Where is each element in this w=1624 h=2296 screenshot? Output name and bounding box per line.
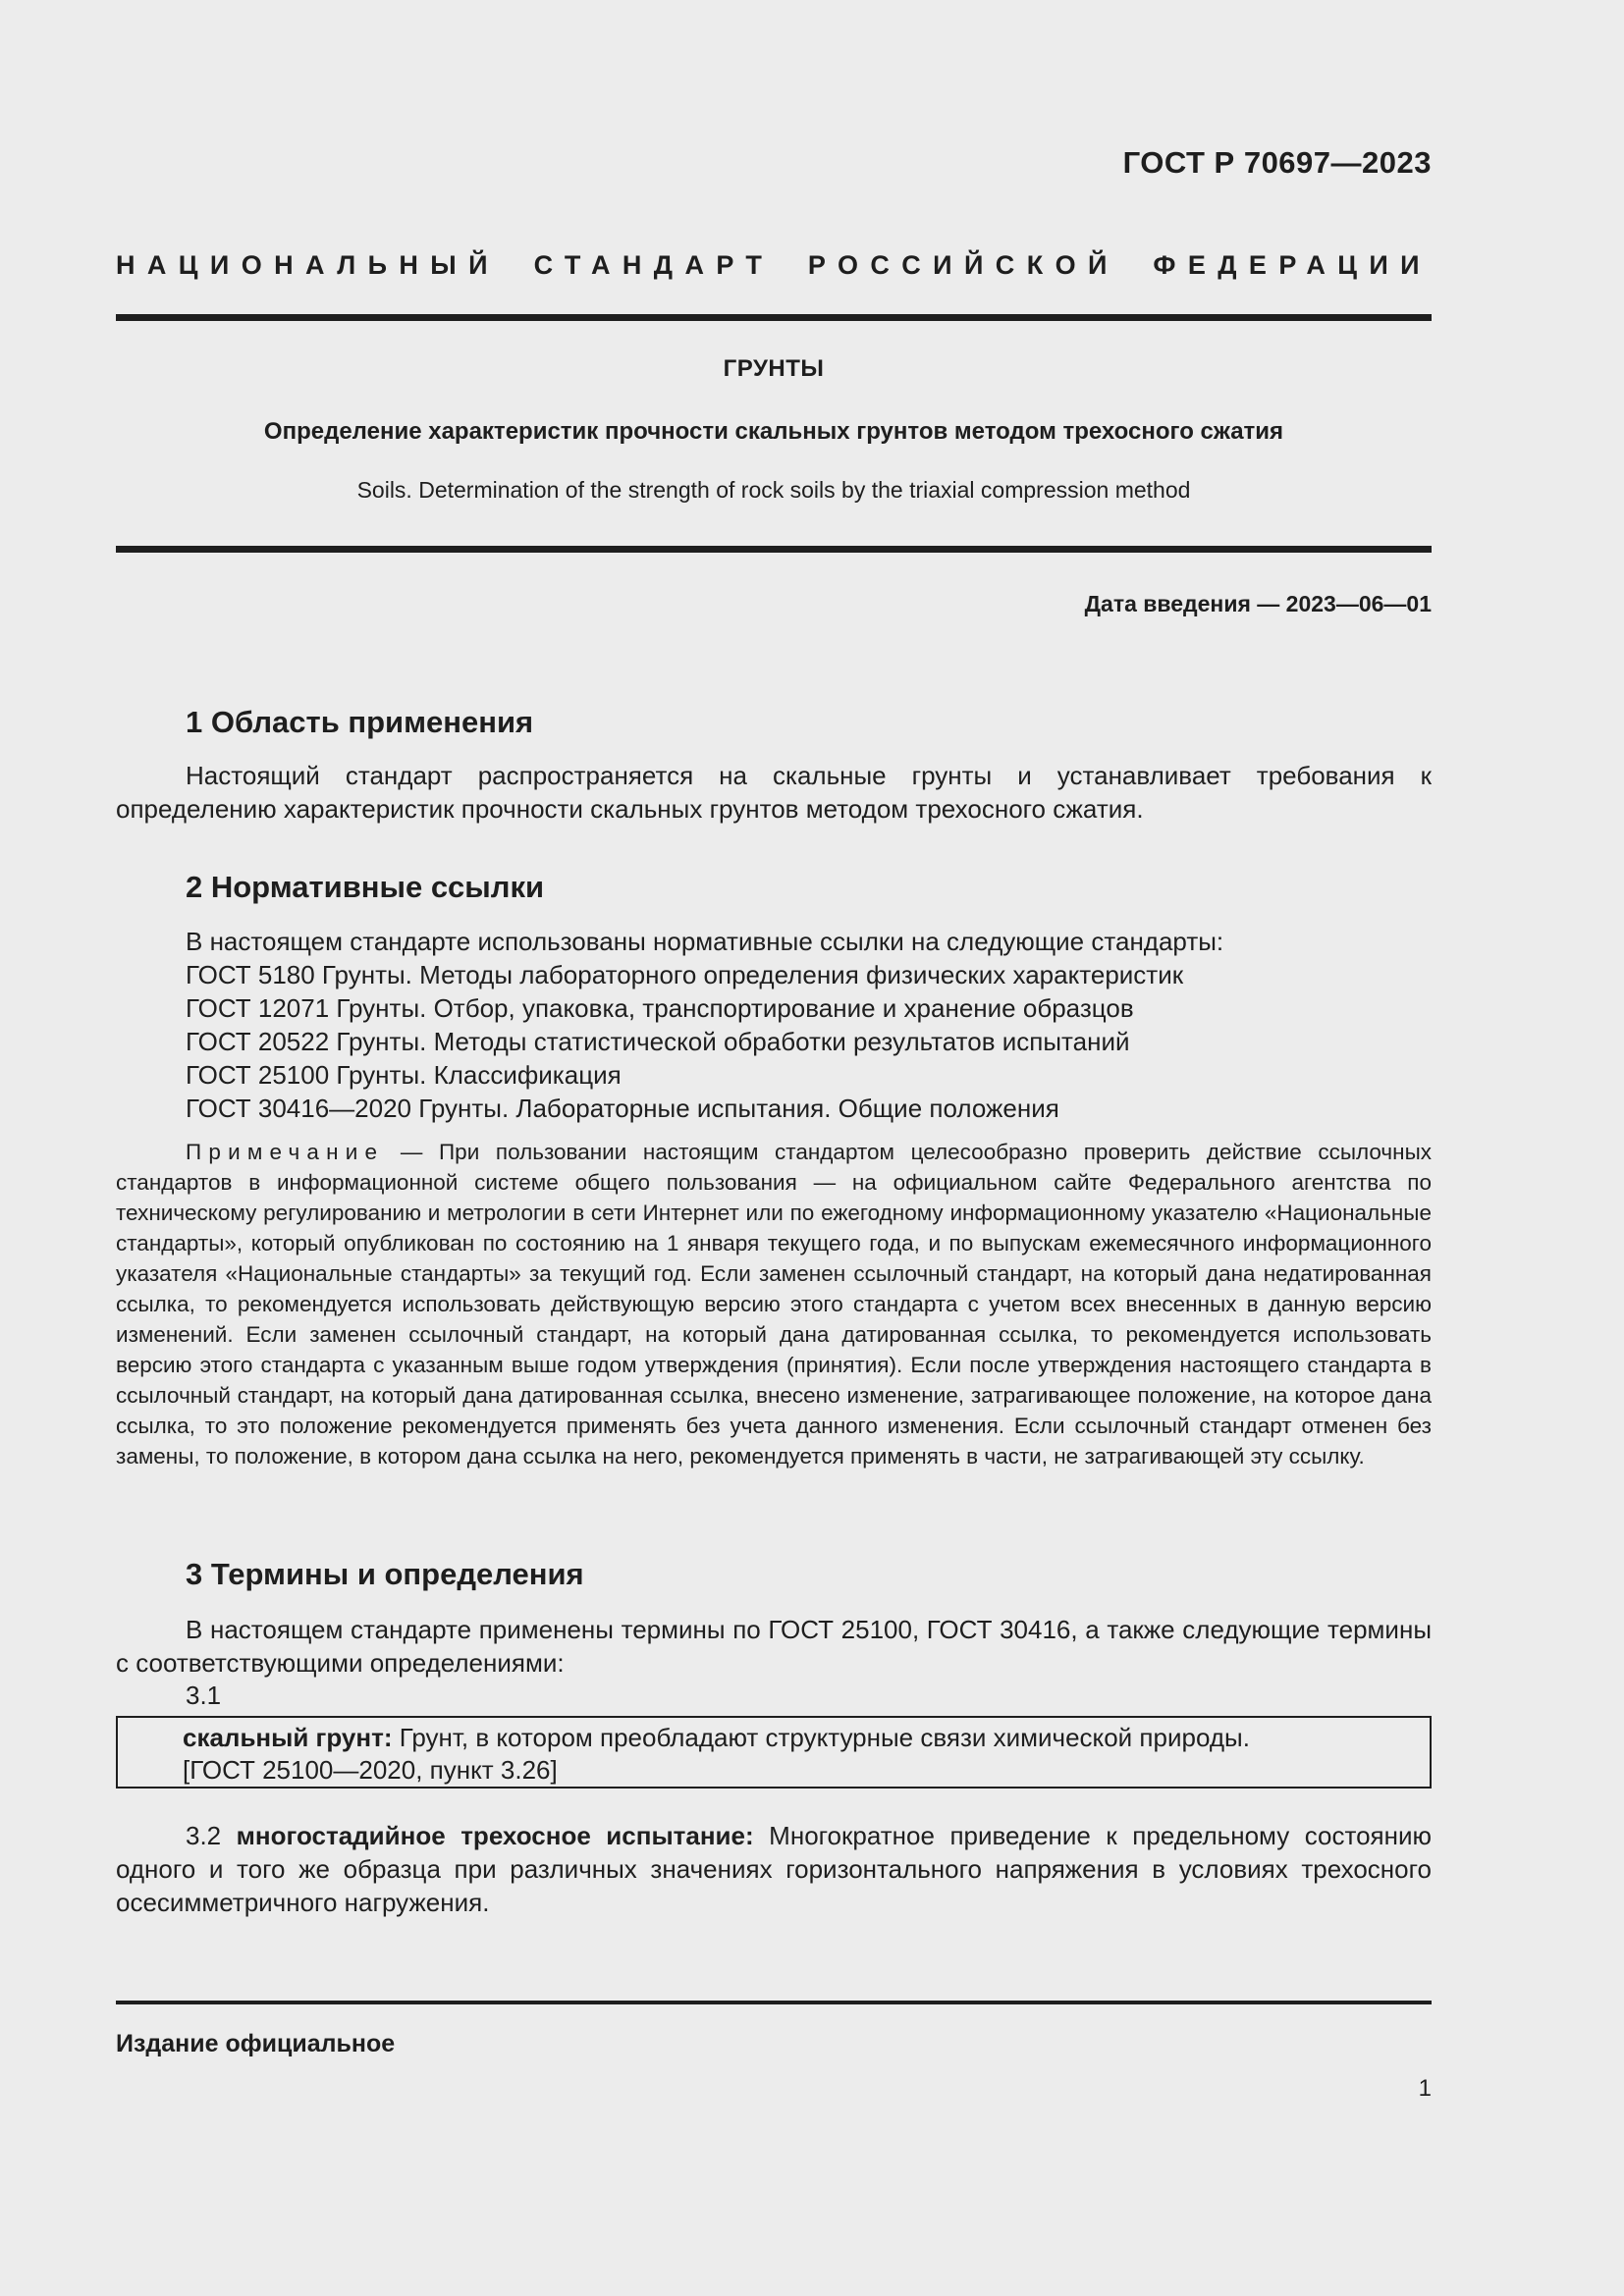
note-label: Примечание (186, 1140, 385, 1164)
section-3-intro: В настоящем стандарте применены термины по ГОСТ 25100, ГОСТ 30416, а также следующие термины с соответствующими определениями: (116, 1615, 1432, 1678)
gost-code: ГОСТ Р 70697—2023 (1122, 145, 1432, 180)
normative-references (186, 925, 1432, 1125)
english-title: Soils. Determination of the strength of rock soils by the triaxial compression method (356, 477, 1191, 503)
term-1-source: [ГОСТ 25100—2020, пункт 3.26] (183, 1755, 558, 1785)
section-2-heading: 2 Нормативные ссылки (186, 870, 545, 904)
term-2-number: 3.2 (186, 1821, 237, 1850)
reference-item: ГОСТ 20522 Грунты. Методы статистической обработки результатов испытаний (186, 1027, 1130, 1056)
section-3-heading: 3 Термины и определения (186, 1557, 584, 1591)
section-1-text: Настоящий стандарт распространяется на скальные грунты и устанавливает требования к определению характеристик прочности скальных грунтов методом трехосного сжатия. (116, 761, 1432, 824)
introduction-date: Дата введения — 2023—06—01 (1084, 591, 1432, 616)
top-rule (116, 314, 1432, 321)
term-1-number: 3.1 (186, 1681, 222, 1710)
reference-item: ГОСТ 30416—2020 Грунты. Лабораторные испытания. Общие положения (186, 1094, 1059, 1123)
reference-item: ГОСТ 5180 Грунты. Методы лабораторного определения физических характеристик (186, 960, 1184, 989)
term-1-box (116, 1716, 1432, 1789)
reference-item: ГОСТ 25100 Грунты. Классификация (186, 1060, 622, 1090)
page-number: 1 (1418, 2075, 1432, 2102)
national-standard-banner: НАЦИОНАЛЬНЫЙ СТАНДАРТ РОССИЙСКОЙ ФЕДЕРАЦИИ (116, 250, 1432, 280)
references-intro: В настоящем стандарте использованы нормативные ссылки на следующие стандарты: (186, 927, 1224, 956)
official-edition-label: Издание официальное (116, 2030, 396, 2057)
term-2-name: многостадийное трехосное испытание: (236, 1821, 754, 1850)
footer-rule (116, 2001, 1432, 2004)
note-text: — При пользовании настоящим стандартом целесообразно проверить действие ссылочных стандартов в информационной системе общего пользования — на официальном сайте Федерального агентства по техническому регулированию и метрологии в сети Интернет или по ежегодному информационному указателю «Национальные стандарты», который опубликован по состоянию на 1 января текущего года, и по выпускам ежемесячного информационного указателя «Национальные стандарты» за текущий год. Если заменен ссылочный стандарт, на который дана недатированная ссылка, то рекомендуется использовать действующую версию этого стандарта с учетом всех внесенных в данную версию изменений. Если заменен ссылочный стандарт, на который дана датированная ссылка, то рекомендуется использовать версию этого стандарта с указанным выше годом утверждения (принятия). Если после утверждения настоящего стандарта в ссылочный стандарт, на который дана датированная ссылка, внесено изменение, затрагивающее положение, на которое дана ссылка, то это положение рекомендуется применять без учета данного изменения. Если ссылочный стандарт отменен без замены, то положение, в котором дана ссылка на него, рекомендуется применять в части, не затрагивающей эту ссылку. (116, 1140, 1432, 1468)
term-1-name: скальный грунт: (183, 1723, 393, 1752)
term-2-definition: Многократное приведение к предельному состоянию одного и того же образца при различных значениях горизонтального напряжения в условиях трехосного осесимметричного нагружения. (116, 1821, 1432, 1917)
title-rule (116, 546, 1432, 553)
main-title: ГРУНТЫ (723, 355, 825, 382)
document-page (116, 0, 1432, 2296)
section-1-heading: 1 Область применения (186, 705, 534, 739)
subtitle: Определение характеристик прочности скальных грунтов методом трехосного сжатия (263, 418, 1284, 445)
note-paragraph (116, 1137, 1432, 1471)
term-2-paragraph (116, 1819, 1432, 1919)
reference-item: ГОСТ 12071 Грунты. Отбор, упаковка, транспортирование и хранение образцов (186, 993, 1134, 1023)
term-1-definition: Грунт, в котором преобладают структурные связи химической природы. (392, 1723, 1250, 1752)
